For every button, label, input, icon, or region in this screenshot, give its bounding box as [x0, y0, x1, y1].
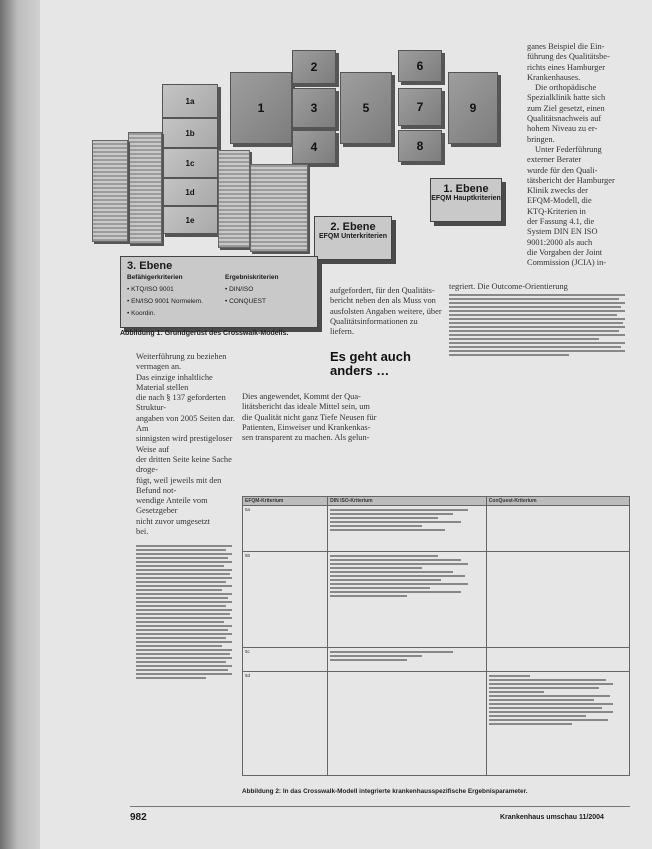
befaehiger-heading: Befähigerkriterien	[127, 274, 183, 281]
sub-box-1a: 1a	[162, 84, 218, 118]
right-column-continuation: tegriert. Die Outcome-Orientierung	[449, 282, 629, 358]
ebene-1-subtitle: EFQM Hauptkriterien	[431, 195, 501, 202]
befaehiger-item: • KTQ/ISO 9001	[127, 286, 174, 293]
footer-rule	[130, 806, 630, 807]
right-column-text: ganes Beispiel die Ein- führung des Qualitätsbe- richts eines Hamburger Krankenhauses. Die orthopädische Spezialklinik hatte sich zum Ziel gesetzt, einen Qualitätsnachweis auf hohem Niveau zu er- bringen. Unter Federführung externer Berater wurde für den Quali- tätsbericht der Hamburger Klinik zwecks der EFQM-Modell, die KTQ-Kriterien in der Fassung 4.1, die System DIN EN ISO 9001:2000 als auch die Vorgaben der Joint Commission (JCIA) in-	[527, 42, 615, 268]
middle-text: aufgefordert, für den Qualitäts- bericht neben den als Muss von ausfolsten Angaben weitere, über Qualitätsinformationen zu liefern.	[330, 286, 442, 337]
sub-box-1e: 1e	[162, 206, 218, 234]
criterion-box-9: 9	[448, 72, 498, 144]
section-heading: Es geht auch anders …	[330, 349, 411, 378]
criterion-box-6: 6	[398, 50, 442, 82]
table-cell-row-id: 5c	[243, 648, 328, 672]
criterion-box-8: 8	[398, 130, 442, 162]
page-number: 982	[130, 812, 147, 823]
criterion-box-1: 1	[230, 72, 292, 144]
criterion-box-7: 7	[398, 88, 442, 126]
ebene-2-subtitle: EFQM Unterkriterien	[318, 233, 388, 240]
criterion-box-2: 2	[292, 50, 336, 84]
conquest-stack	[218, 150, 250, 248]
joint-stack	[250, 164, 308, 252]
table-header-efqm: EFQM-Kriterium	[243, 497, 328, 506]
ebene-2-title: 2. Ebene	[330, 221, 376, 233]
criteria-table	[242, 496, 630, 776]
criterion-box-4: 4	[292, 130, 336, 164]
sub-box-1d: 1d	[162, 178, 218, 206]
sub-box-1c: 1c	[162, 148, 218, 178]
ergebnis-heading: Ergebniskriterien	[225, 274, 279, 281]
ebene-1-label	[430, 178, 502, 222]
ergebnis-item: • CONQUEST	[225, 298, 266, 305]
befaehiger-item: • EN/ISO 9001 Normelem.	[127, 298, 203, 305]
table-row	[243, 552, 630, 648]
ebene-2-label	[314, 216, 392, 260]
sub-box-1b: 1b	[162, 118, 218, 148]
lower-left-text: Weiterführung zu beziehen vermagen an. Das einzige inhaltliche Material stellen die nach § 137 geforderten Struktur- angaben von 2005 Seiten dar. Am sinnigsten wird prestigeloser Weise auf der dritten Seite keine Sache droge- fügt, weil jeweils mit den Befund not- wendige Anteile vom Gesetzgeber nicht zuvor umgesetzt bei.	[136, 352, 236, 681]
table-header-conquest: ConQuest-Kriterium	[486, 497, 629, 506]
journal-name: Krankenhaus umschau 11/2004	[500, 814, 604, 821]
befaehiger-item: • Koordin.	[127, 310, 156, 317]
ergebnis-item: • DIN/ISO	[225, 286, 254, 293]
table-row	[243, 506, 630, 552]
heading-text: Dies angewendet, Kommt der Qua- litätsbericht das ideale Mittel sein, um die Qualität nicht ganz Tiefe Neusen für Patienten, Einweiser und Krankenkas- sen transparent zu machen. Als gelun-	[242, 392, 377, 443]
criterion-box-3: 3	[292, 88, 336, 128]
ebene-3-title: 3. Ebene	[127, 260, 173, 272]
criterion-box-5: 5	[340, 72, 392, 144]
figure-1-caption: Abbildung 1: Grundgerüst des Crosswalk-Modells.	[120, 330, 289, 337]
table-cell-row-id: 5a	[243, 506, 328, 552]
table-row	[243, 672, 630, 776]
figure-2-caption: Abbildung 2: In das Crosswalk-Modell integrierte krankenhausspezifische Ergebnisparameter.	[242, 788, 528, 795]
iso-stack	[128, 132, 162, 244]
table-row	[243, 648, 630, 672]
ebene-3-label	[120, 256, 318, 328]
table-cell-row-id: 5b	[243, 552, 328, 648]
ktq-stack	[92, 140, 128, 242]
ebene-1-title: 1. Ebene	[443, 183, 489, 195]
table-cell-row-id: 5d	[243, 672, 328, 776]
table-header-din: DIN ISO-Kriterium	[328, 497, 487, 506]
